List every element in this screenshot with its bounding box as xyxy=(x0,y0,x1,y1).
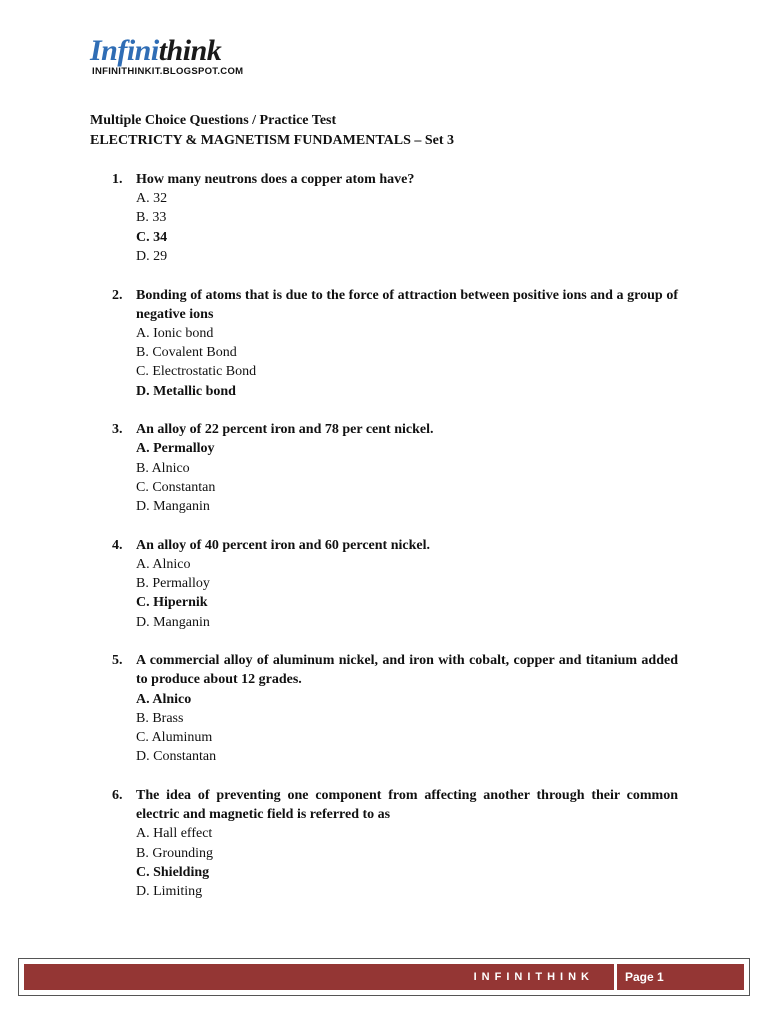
question-number: 2. xyxy=(112,287,123,303)
question-text: An alloy of 22 percent iron and 78 per cent nickel. xyxy=(136,422,434,438)
question-text: Bonding of atoms that is due to the force of attraction between positive ions and a group of negative ions xyxy=(136,287,678,322)
footer-page-number: Page 1 xyxy=(625,970,664,984)
footer-brand: INFINITHINK xyxy=(473,971,594,983)
question-text: How many neutrons does a copper atom have? xyxy=(136,172,415,187)
question-item xyxy=(90,286,678,401)
question-list xyxy=(90,170,678,921)
answer-option: A. Hall effect xyxy=(136,826,213,842)
answer-option: C. Electrostatic Bond xyxy=(136,364,257,380)
footer-bar xyxy=(24,964,744,990)
question-number: 3. xyxy=(112,422,123,438)
question-text: A commercial alloy of aluminum nickel, and iron with cobalt, copper and titanium added to produce about 12 grades. xyxy=(136,653,678,688)
question-text: The idea of preventing one component from affecting another through their common electric and magnetic field is referred to as xyxy=(136,787,678,823)
logo-part1: Infini xyxy=(90,34,159,67)
question-item xyxy=(90,651,678,766)
answer-option-correct: C. Hipernik xyxy=(136,595,208,611)
question-number: 6. xyxy=(112,787,123,803)
heading-line1: Multiple Choice Questions / Practice Test xyxy=(90,113,337,128)
question-text: An alloy of 40 percent iron and 60 percent nickel. xyxy=(136,537,430,553)
answer-option: B. Grounding xyxy=(136,845,213,861)
answer-option-correct: A. Alnico xyxy=(136,691,192,707)
answer-option: B. Alnico xyxy=(136,460,190,476)
logo-part2: think xyxy=(158,34,222,67)
document-heading xyxy=(90,111,454,150)
answer-option: B. 33 xyxy=(136,210,167,226)
footer-separator xyxy=(614,964,617,990)
question-number: 4. xyxy=(112,537,123,553)
question-item xyxy=(90,786,678,901)
answer-option: B. Permalloy xyxy=(136,576,210,592)
heading-line2: ELECTRICTY & MAGNETISM FUNDAMENTALS – Set 3 xyxy=(90,132,455,148)
answer-option: C. Constantan xyxy=(136,479,216,495)
answer-option: D. Constantan xyxy=(136,749,217,765)
question-number: 1. xyxy=(112,172,123,187)
answer-option: B. Covalent Bond xyxy=(136,345,237,361)
answer-option: D. Manganin xyxy=(136,499,210,515)
question-item xyxy=(90,536,678,632)
answer-option-correct: D. Metallic bond xyxy=(136,383,236,399)
answer-option-correct: C. Shielding xyxy=(136,864,210,880)
answer-option: D. Manganin xyxy=(136,614,210,630)
question-number: 5. xyxy=(112,653,123,669)
answer-option: D. Limiting xyxy=(136,884,203,899)
page-footer xyxy=(18,958,750,996)
logo-wordmark xyxy=(90,36,243,66)
logo-url: INFINITHINKIT.BLOGSPOT.COM xyxy=(92,66,244,77)
answer-option-correct: C. 34 xyxy=(136,229,168,245)
answer-option: C. Aluminum xyxy=(136,730,213,746)
answer-option-correct: A. Permalloy xyxy=(136,441,215,457)
question-item xyxy=(90,420,678,516)
answer-option: A. Ionic bond xyxy=(136,325,214,341)
logo xyxy=(90,36,243,77)
answer-option: A. 32 xyxy=(136,191,168,207)
answer-option: D. 29 xyxy=(136,248,168,264)
answer-option: A. Alnico xyxy=(136,556,191,572)
question-item xyxy=(90,170,678,266)
answer-option: B. Brass xyxy=(136,710,184,726)
